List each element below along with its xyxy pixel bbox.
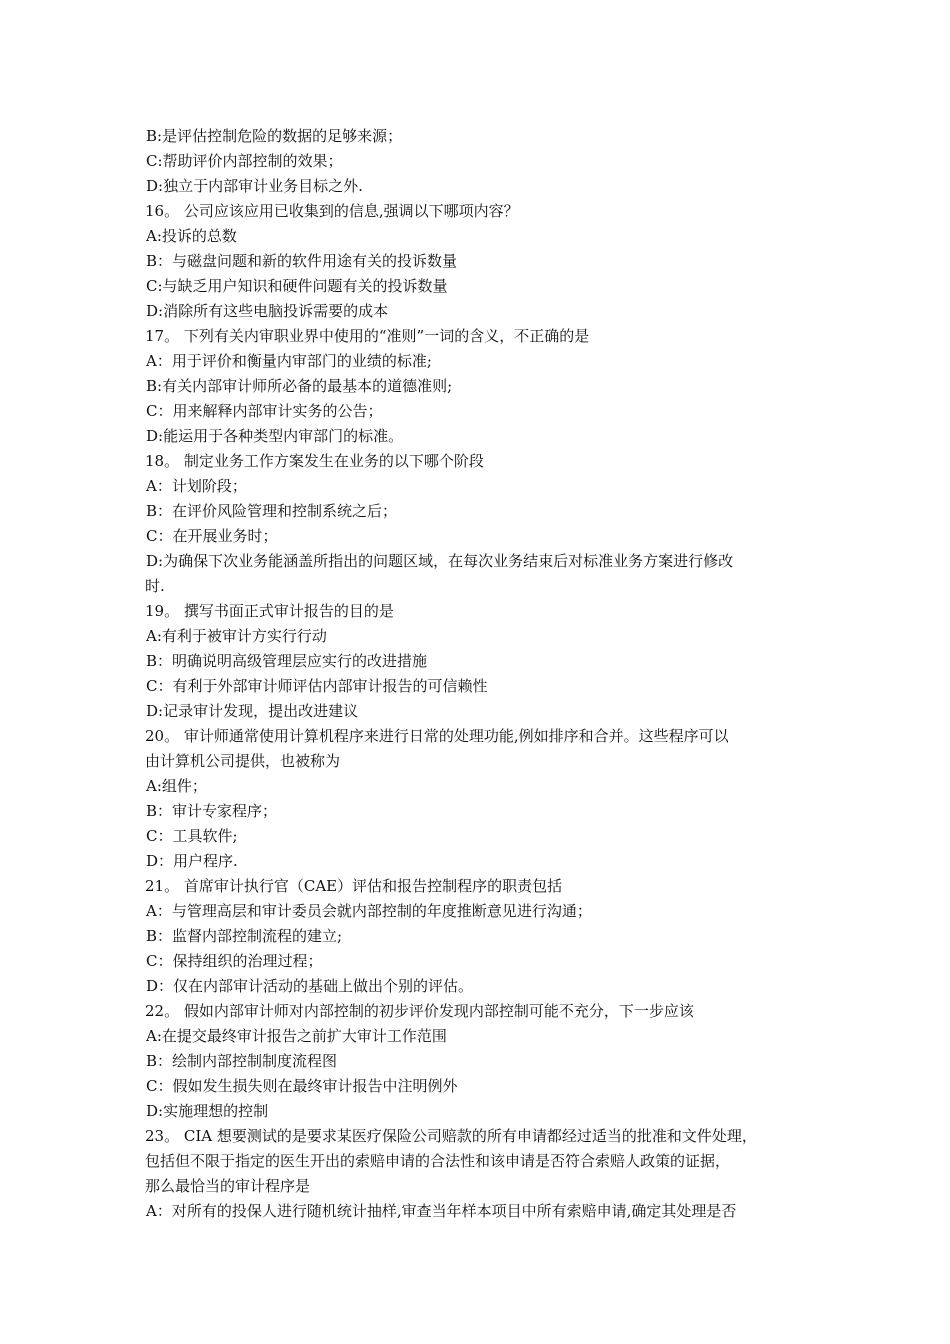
answer-option: C:帮助评价内部控制的效果； <box>146 152 343 170</box>
answer-option: B：监督内部控制流程的建立; <box>146 927 343 945</box>
question-line: 17。 下列有关内审职业界中使用的“准则”一词的含义，不正确的是 <box>145 327 590 345</box>
answer-option: A：与管理高层和审计委员会就内部控制的年度推断意见进行沟通； <box>146 902 592 920</box>
answer-option: A:有利于被审计方实行行动 <box>146 627 327 645</box>
question-line: 20。 审计师通常使用计算机程序来进行日常的处理功能,例如排序和合并。这些程序可以 <box>145 727 729 745</box>
answer-option: B：与磁盘问题和新的软件用途有关的投诉数量 <box>146 252 458 270</box>
answer-option: C：在开展业务时； <box>146 527 278 545</box>
answer-option: D:独立于内部审计业务目标之外. <box>146 177 363 195</box>
question-line: 21。 首席审计执行官（CAE）评估和报告控制程序的职责包括 <box>145 877 563 895</box>
answer-option: D:记录审计发现，提出改进建议 <box>146 702 359 720</box>
answer-option: D:为确保下次业务能涵盖所指出的问题区域，在每次业务结束后对标准业务方案进行修改 <box>146 552 734 570</box>
answer-option: B:是评估控制危险的数据的足够来源； <box>146 127 403 145</box>
answer-option: B：明确说明高级管理层应实行的改进措施 <box>146 652 428 670</box>
document-body <box>145 124 815 1224</box>
continuation-line: 包括但不限于指定的医生开出的索赔申请的合法性和该申请是否符合索赔人政策的证据， <box>145 1152 731 1170</box>
continuation-line: 时. <box>145 577 165 595</box>
question-line: 19。 撰写书面正式审计报告的目的是 <box>145 602 394 620</box>
question-line: 16。 公司应该应用已收集到的信息,强调以下哪项内容？ <box>145 202 519 220</box>
answer-option: C：假如发生损失则在最终审计报告中注明例外 <box>146 1077 458 1095</box>
answer-option: D:消除所有这些电脑投诉需要的成本 <box>146 302 389 320</box>
answer-option: C:与缺乏用户知识和硬件问题有关的投诉数量 <box>146 277 448 295</box>
answer-option: C：保持组织的治理过程； <box>146 952 323 970</box>
answer-option: A:投诉的总数 <box>146 227 237 245</box>
answer-option: B：绘制内部控制制度流程图 <box>146 1052 338 1070</box>
answer-option: B：在评价风险管理和控制系统之后； <box>146 502 398 520</box>
answer-option: D：用户程序. <box>146 852 238 870</box>
answer-option: B：审计专家程序； <box>146 802 278 820</box>
answer-option: A:组件； <box>146 777 207 795</box>
answer-option: C：用来解释内部审计实务的公告； <box>146 402 383 420</box>
question-line: 18。 制定业务工作方案发生在业务的以下哪个阶段 <box>145 452 484 470</box>
answer-option: A：对所有的投保人进行随机统计抽样,审查当年样本项目中所有索赔申请,确定其处理是否 <box>146 1202 737 1220</box>
answer-option: A:在提交最终审计报告之前扩大审计工作范围 <box>146 1027 447 1045</box>
question-line: 22。 假如内部审计师对内部控制的初步评价发现内部控制可能不充分，下一步应该 <box>145 1002 694 1020</box>
question-line: 23。 CIA 想要测试的是要求某医疗保险公司赔款的所有申请都经过适当的批准和文件处理， <box>145 1127 757 1145</box>
answer-option: D:能运用于各种类型内审部门的标准。 <box>146 427 404 445</box>
answer-option: A：计划阶段； <box>146 477 247 495</box>
answer-option: A：用于评价和衡量内审部门的业绩的标准; <box>146 352 432 370</box>
answer-option: D:实施理想的控制 <box>146 1102 269 1120</box>
answer-option: B:有关内部审计师所必备的最基本的道德准则; <box>146 377 453 395</box>
answer-option: D：仅在内部审计活动的基础上做出个别的评估。 <box>146 977 474 995</box>
answer-option: C：有利于外部审计师评估内部审计报告的可信赖性 <box>146 677 488 695</box>
answer-option: C：工具软件; <box>146 827 238 845</box>
continuation-line: 由计算机公司提供，也被称为 <box>145 752 341 770</box>
continuation-line: 那么最恰当的审计程序是 <box>145 1177 311 1195</box>
